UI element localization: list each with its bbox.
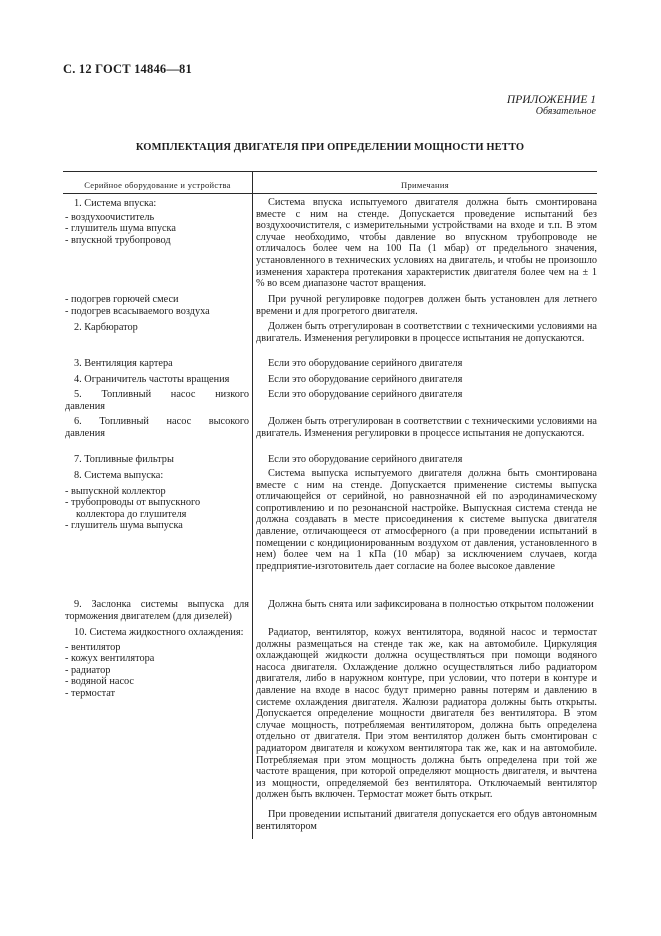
column-header-equipment: Серийное оборудование и устройства: [84, 180, 231, 190]
table-row-9-notes: [256, 599, 597, 611]
column-header-notes: Примечания: [401, 180, 449, 190]
table-row-1b-equipment: [65, 294, 249, 317]
item-lead: 7. Топливные фильтры: [74, 454, 174, 465]
item-lead-continued: давления: [65, 427, 106, 439]
table-row-3-equipment: [65, 358, 249, 370]
list-item: - выпускной коллектор: [65, 485, 166, 497]
table-header-rule: [63, 193, 597, 194]
appendix-status: Обязательное: [535, 106, 596, 117]
item-lead: 9. Заслонка системы выпуска для торможения двигателем (для дизелей): [65, 599, 249, 622]
table-row-8-equipment: [65, 470, 249, 532]
table-row-7-notes: [256, 454, 597, 466]
list-item: - трубопроводы от выпускного коллектора до глушителя: [65, 497, 201, 520]
item-lead: 2. Карбюратор: [74, 322, 138, 333]
item-lead: 8. Система выпуска:: [74, 470, 164, 481]
note-text: При ручной регулировке подогрев должен быть установлен для летнего времени и для прогретого двигателя.: [256, 294, 597, 317]
note-text: Должен быть отрегулирован в соответствии с техническими условиями на двигатель. Изменения регулировки в процессе испытания не допускаются.: [256, 416, 597, 439]
list-item: - водяной насос: [65, 676, 135, 688]
item-lead-continued: давления: [65, 400, 106, 412]
note-text: Система выпуска испытуемого двигателя должна быть смонтирована вместе с ним на стенде. Допускается применение системы выпуска отличающейся от серийной, но равнозначной ей по аэродинамическому сопротивлению и по резонансной настройке. Выпускная система стенда не должна создавать в месте присоединения к системе выпуска двигателя давление, отличающееся от атмосферного (а при проведении испытаний в помещении с кондиционированным воздухом от давления, установленного в нем) более чем на 1 кПа (10 мбар) за исключением случаев, когда предприятие-изготовитель дает согласие на более высокое давление: [256, 468, 597, 572]
list-item: - впускной трубопровод: [65, 234, 171, 246]
table-row-1b-notes: [256, 294, 597, 317]
list-item: - радиатор: [65, 664, 111, 676]
table-row-4-notes: [256, 374, 597, 386]
table-row-5-notes: [256, 389, 597, 401]
table-row-9-equipment: [65, 599, 249, 622]
table-column-divider: [252, 171, 253, 839]
note-text: Система впуска испытуемого двигателя должна быть смонтирована вместе с ним на стенде. Допускается проведение испытаний без воздухоочистителя, с измерительными устройствами на входе и т.п. В этом случае необходимо, чтобы давление во впускном трубопроводе не отличалось более чем на 100 Па (1 мбар) от предельного значения, установленного в технических условиях на двигатель, и чтобы не произошло изменения характера протекания характеристик двигателя более чем на ± 1 % во всем диапазоне частот вращения.: [256, 197, 597, 290]
table-row-4-equipment: [65, 374, 249, 386]
table-row-5-equipment: [65, 389, 249, 412]
table-row-7-equipment: [65, 454, 249, 466]
document-title: КОМПЛЕКТАЦИЯ ДВИГАТЕЛЯ ПРИ ОПРЕДЕЛЕНИИ МОЩНОСТИ НЕТТО: [135, 142, 525, 153]
list-item: - глушитель шума выпуска: [65, 520, 183, 532]
list-item: - подогрев всасываемого воздуха: [65, 305, 210, 317]
table-row-3-notes: [256, 358, 597, 370]
note-text: Если это оборудование серийного двигателя: [268, 454, 463, 465]
page-header: С. 12 ГОСТ 14846—81: [63, 62, 192, 76]
list-item: - термостат: [65, 687, 115, 699]
table-row-10-equipment: [65, 627, 249, 700]
list-item: - вентилятор: [65, 641, 121, 653]
table-row-2-equipment: [65, 322, 249, 334]
note-text: Если это оборудование серийного двигателя: [268, 389, 463, 400]
item-lead: 4. Ограничитель частоты вращения: [74, 374, 230, 385]
list-item: - подогрев горючей смеси: [65, 294, 179, 305]
item-lead: 5. Топливный насос низкого: [74, 389, 249, 400]
table-row-1-notes: [256, 197, 597, 290]
table-row-1-equipment: [65, 198, 249, 246]
table-row-6-equipment: [65, 416, 249, 439]
table-row-2-notes: [256, 321, 597, 344]
item-lead: 1. Система впуска:: [74, 198, 157, 209]
note-text: Должна быть снята или зафиксирована в полностью открытом положении: [268, 599, 594, 610]
note-text: Радиатор, вентилятор, кожух вентилятора, водяной насос и термостат должны размещаться на стенде так же, как на автомобиле. Циркуляция охлаждающей жидкости должна осуществляться при помощи водяного насоса двигателя. Охлаждение должно осуществляться либо радиатором двигателя, либо в наружном контуре, при условии, что потери в контуре и давление на входе в насос будут примерно равны потерям и давлению в системе охлаждения двигателя. Жалюзи радиатора должны быть открыты. Допускается определение мощности двигателя без вентилятора. В этом случае мощность, потребляемая вентилятором, должна быть определена отдельно от двигателя. При этом вентилятор должен быть смонтирован с радиатором двигателя и кожухом вентилятора так же, как и на автомобиле. Потребляемая при этом мощность должна быть определена при той же частоте вращения, при которой определяют мощность двигателя, и вычтена из мощности, определяемой без вентилятора. Отключаемый вентилятор должен быть включен. Термостат может быть открыт.: [256, 627, 597, 801]
item-lead: 10. Система жидкостного охлаждения:: [74, 627, 244, 638]
table-row-8-notes: [256, 468, 597, 572]
list-item: - кожух вентилятора: [65, 653, 155, 665]
list-item: - воздухоочиститель: [65, 211, 155, 223]
note-text: Если это оборудование серийного двигателя: [268, 358, 463, 369]
table-top-rule: [63, 171, 597, 172]
item-lead: 6. Топливный насос высокого: [74, 416, 249, 427]
list-item: - глушитель шума впуска: [65, 223, 176, 235]
table-row-6-notes: [256, 416, 597, 439]
appendix-title: ПРИЛОЖЕНИЕ 1: [506, 94, 596, 106]
item-lead: 3. Вентиляция картера: [74, 358, 173, 369]
appendix-label: [470, 94, 596, 118]
note-text: Должен быть отрегулирован в соответствии с техническими условиями на двигатель. Изменения регулировки в процессе испытания не допускаются.: [256, 321, 597, 344]
table-row-10-notes: [256, 627, 597, 832]
note-text: При проведении испытаний двигателя допускается его обдув автономным вентилятором: [256, 808, 597, 832]
note-text: Если это оборудование серийного двигателя: [268, 374, 463, 385]
